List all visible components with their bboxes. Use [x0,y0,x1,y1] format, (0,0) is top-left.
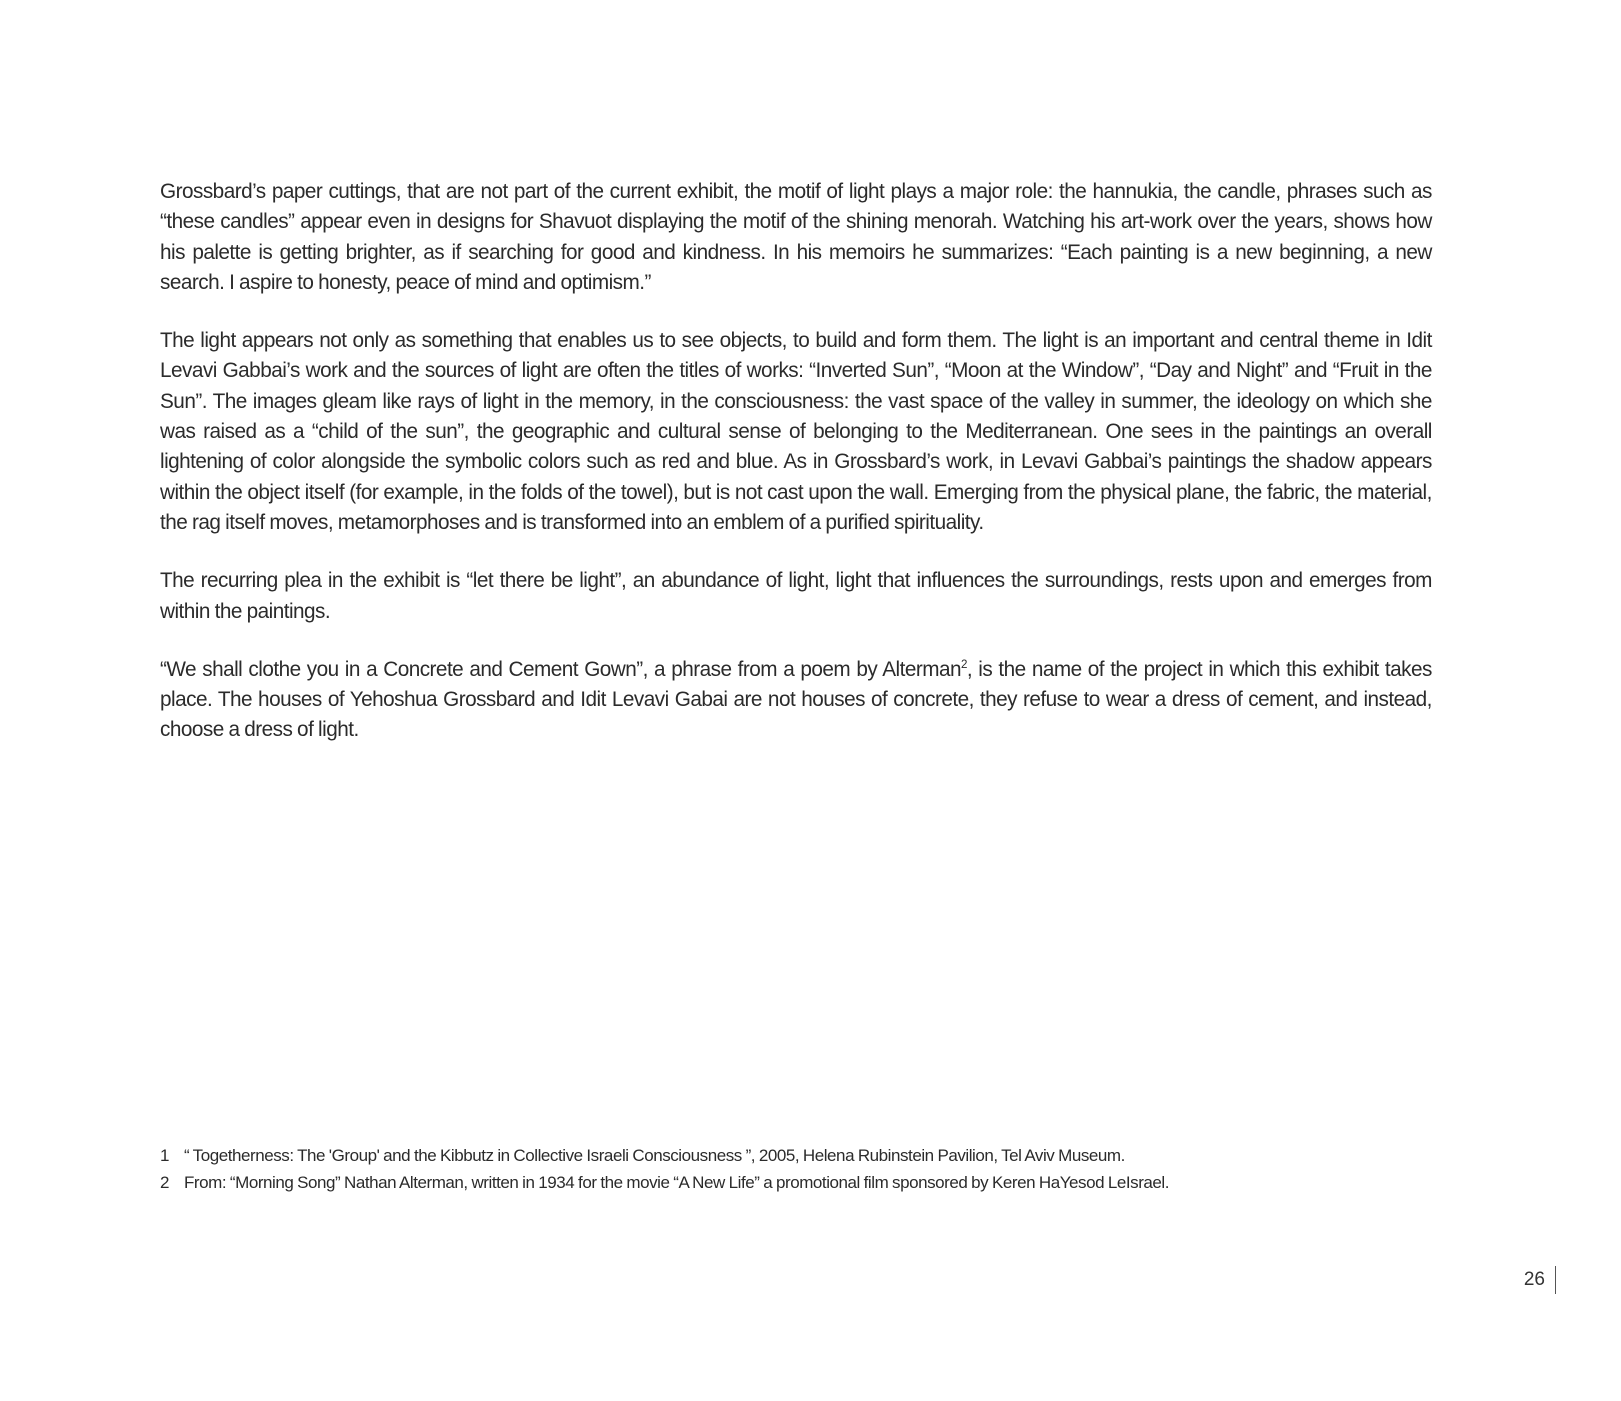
paragraph-3: The recurring plea in the exhibit is “let there be light”, an abundance of light, light that influences the surroundings, rests upon and emerges from within the paintings. [160,568,1432,623]
paragraph-4-text-end: , is the name of the project in which this exhibit takes place. The houses of Yehoshua Grossbard and Idit Levavi Gabai are not houses of concrete, they refuse to wear a dress of cement, and instead, choose a dress of light. [160,656,1432,742]
footnote-1 [160,1142,1460,1169]
footnotes [160,1142,1460,1196]
paragraph-4 [160,654,1432,745]
footnote-number: 1 [160,1146,170,1165]
footnote-number: 2 [160,1173,170,1192]
page-number-block [1524,1266,1556,1294]
paragraph-4-text-start: “We shall clothe you in a Concrete and Cement Gown”, a phrase from a poem by Alterman [160,656,961,681]
footnote-2 [160,1169,1460,1196]
page-number: 26 [1523,1269,1545,1290]
footnote-text: “ Togetherness: The 'Group' and the Kibbutz in Collective Israeli Consciousness ”, 2005, Helena Rubinstein Pavilion, Tel Aviv Museum. [184,1146,1125,1165]
body-text [160,176,1432,773]
paragraph-2: The light appears not only as something that enables us to see objects, to build and form them. The light is an important and central theme in Idit Levavi Gabbai’s work and the sources of light are often the titles of works: “Inverted Sun”, “Moon at the Window”, “Day and Night” and “Fruit in the Sun”. The images gleam like rays of light in the memory, in the consciousness: the vast space of the valley in summer, the ideology on which she was raised as a “child of the sun”, the geographic and cultural sense of belonging to the Mediterranean. One sees in the paintings an overall lightening of color alongside the symbolic colors such as red and blue. As in Grossbard’s work, in Levavi Gabbai’s paintings the shadow appears within the object itself (for example, in the folds of the towel), but is not cast upon the wall. Emerging from the physical plane, the fabric, the material, the rag itself moves, metamorphoses and is transformed into an emblem of a purified spirituality. [160,328,1432,534]
paragraph-1: Grossbard’s paper cuttings, that are not part of the current exhibit, the motif of light plays a major role: the hannukia, the candle, phrases such as “these candles” appear even in designs for Shavuot displaying the motif of the shining menorah. Watching his art-work over the years, shows how his palette is getting brighter, as if searching for good and kindness. In his memoirs he summarizes: “Each painting is a new beginning, a new search. I aspire to honesty, peace of mind and optimism.” [160,179,1432,294]
page-number-rule [1555,1266,1556,1294]
footnote-reference-2: 2 [960,656,967,671]
footnote-text: From: “Morning Song” Nathan Alterman, written in 1934 for the movie “A New Life” a promotional film sponsored by Keren HaYesod LeIsrael. [184,1173,1170,1192]
